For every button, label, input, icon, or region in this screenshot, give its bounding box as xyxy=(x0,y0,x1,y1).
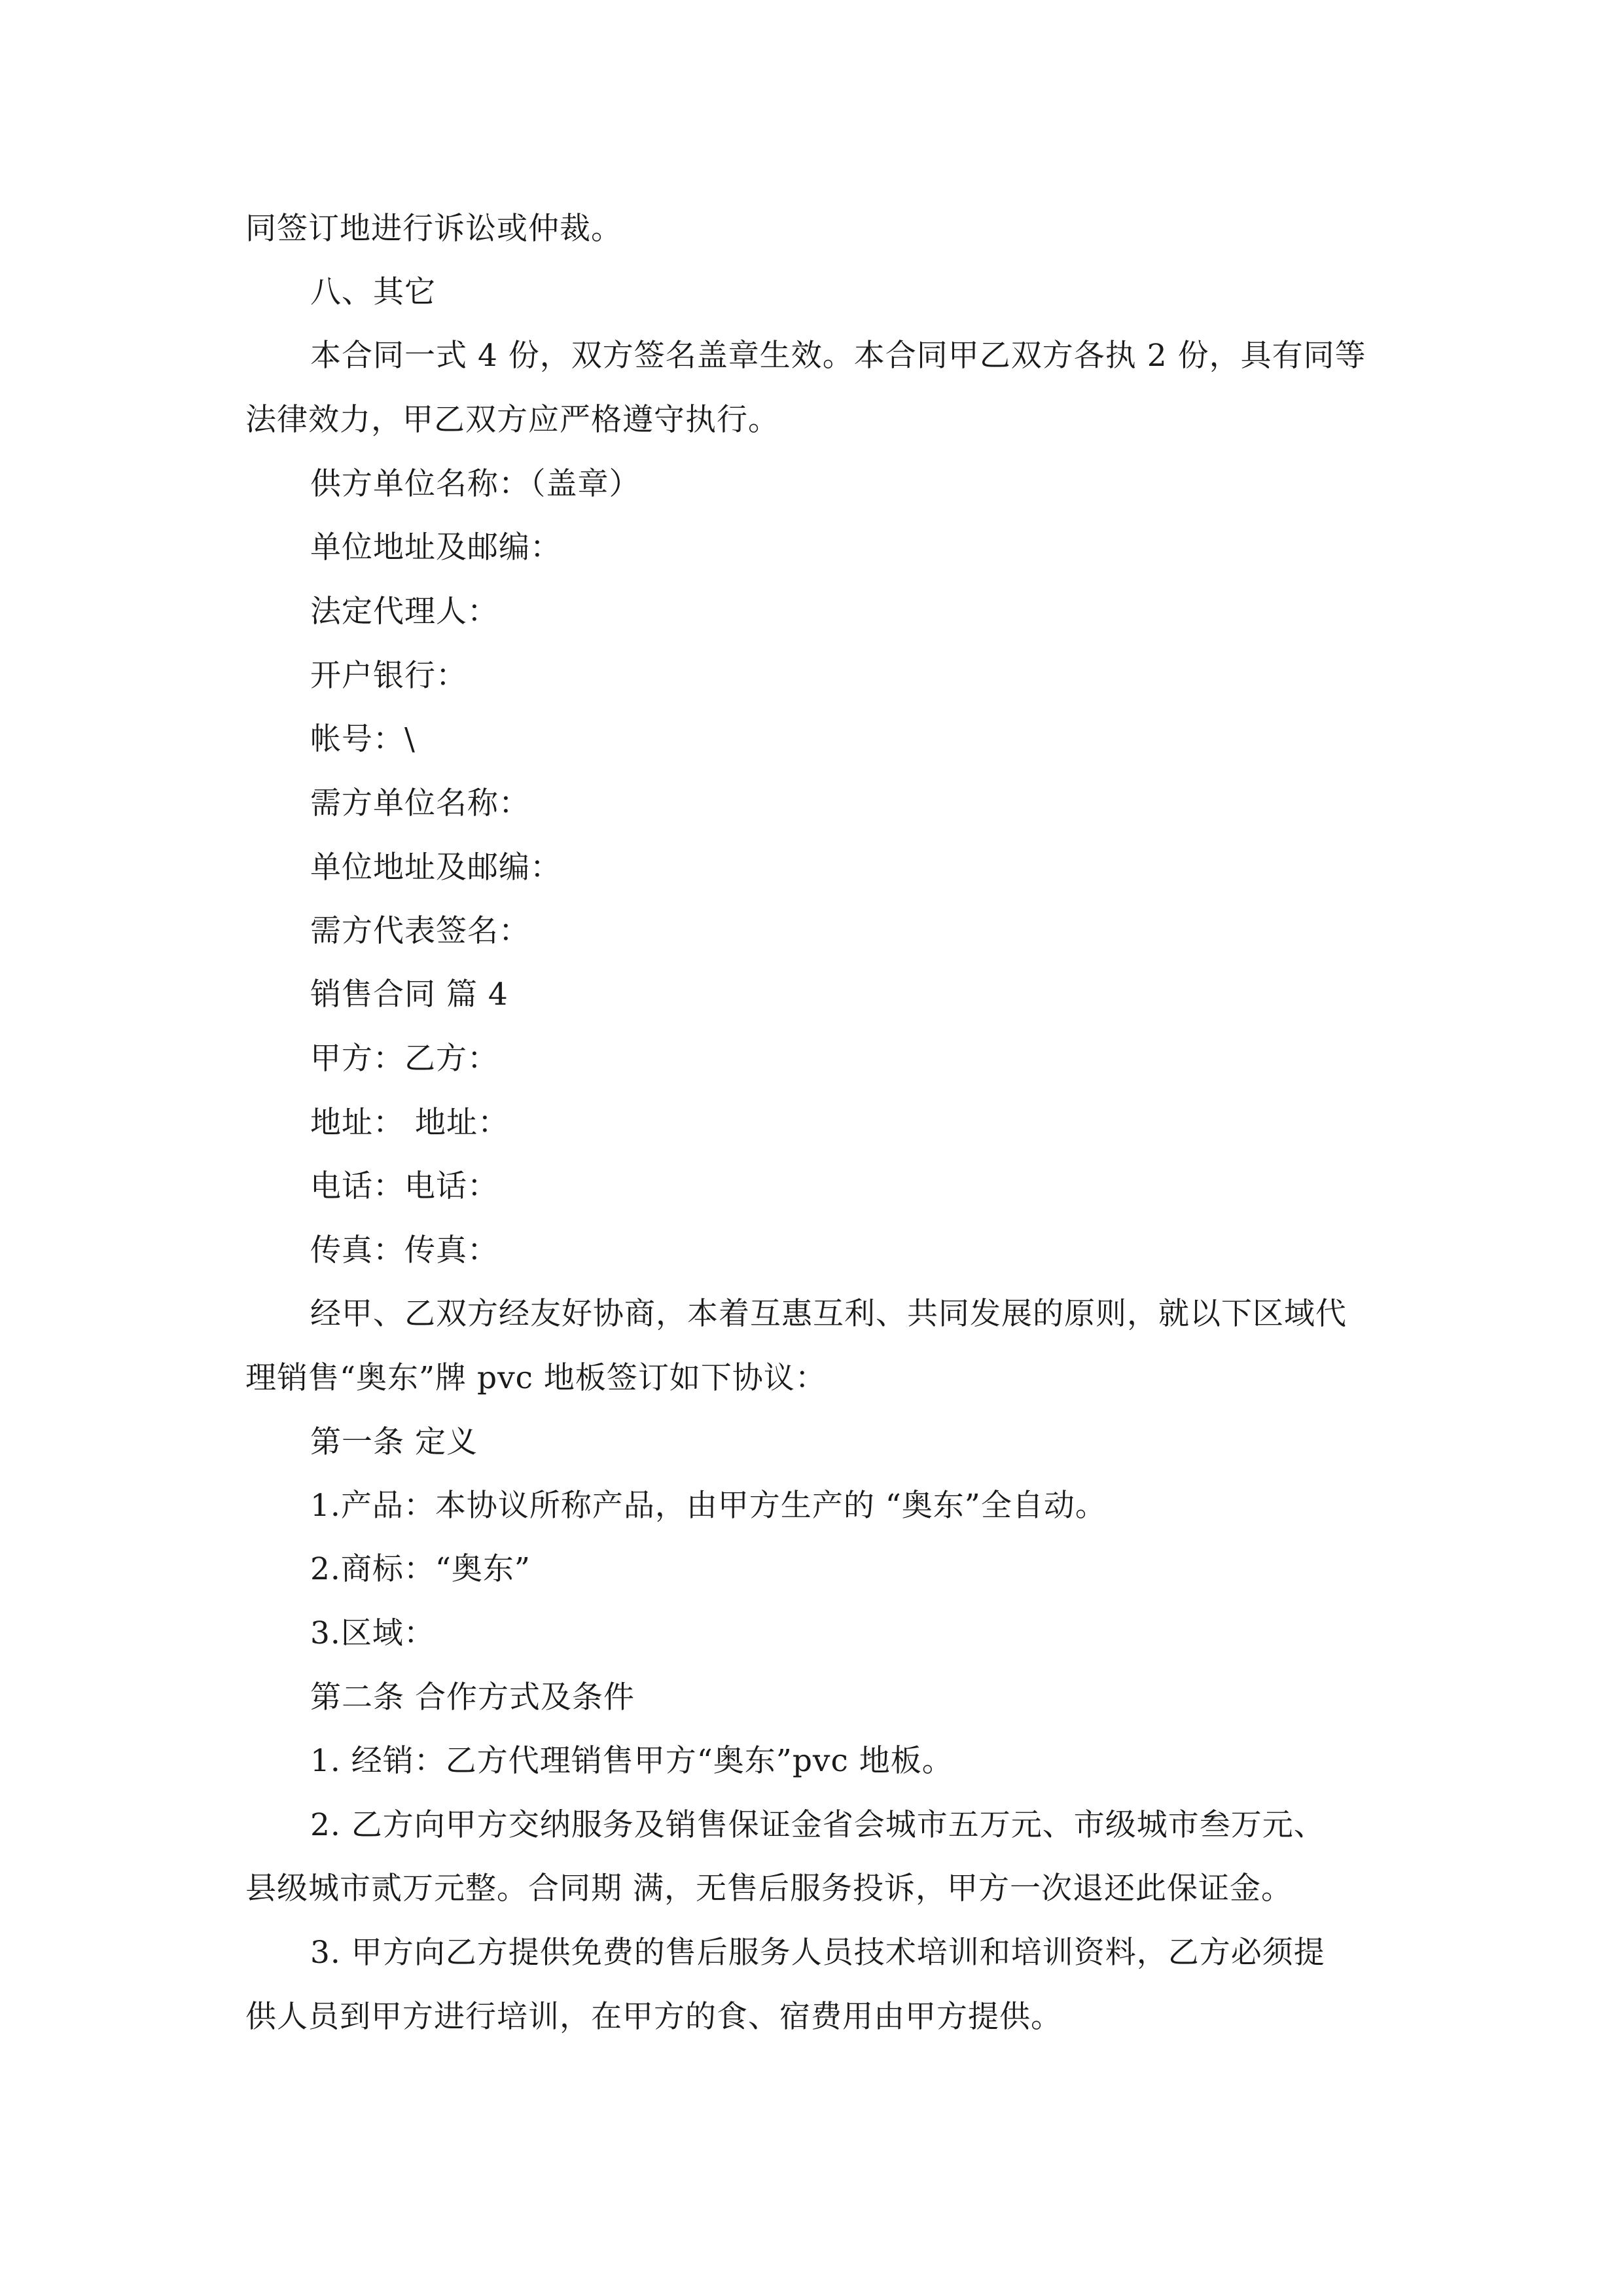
party-field: 甲方：乙方： xyxy=(310,1041,499,1077)
text-line: 法律效力，甲乙双方应严格遵守执行。 xyxy=(245,402,779,438)
list-item: 3.区域： xyxy=(310,1615,435,1651)
buyer-signature-field: 需方代表签名： xyxy=(310,913,530,949)
account-field: 帐号：\ xyxy=(310,721,416,757)
text-line: 经甲、乙双方经友好协商，本着互惠互利、共同发展的原则，就以下区域代 xyxy=(310,1296,1347,1332)
text-line: 本合同一式 4 份，双方签名盖章生效。本合同甲乙双方各执 2 份，具有同等 xyxy=(310,338,1366,374)
buyer-address-field: 单位地址及邮编： xyxy=(310,850,562,886)
list-item: 1.产品：本协议所称产品，由甲方生产的 “奥东”全自动。 xyxy=(310,1488,1107,1524)
bank-field: 开户银行： xyxy=(310,658,467,694)
buyer-name-field: 需方单位名称： xyxy=(310,785,530,821)
text-line: 县级城市贰万元整。合同期 满，无售后服务投诉，甲方一次退还此保证金。 xyxy=(245,1871,1293,1907)
phone-field: 电话：电话： xyxy=(310,1168,499,1204)
text-line: 理销售“奥东”牌 pvc 地板签订如下协议： xyxy=(245,1360,827,1396)
list-item: 2. 乙方向甲方交纳服务及销售保证金省会城市五万元、市级城市叁万元、 xyxy=(310,1807,1325,1843)
list-item: 1. 经销：乙方代理销售甲方“奥东”pvc 地板。 xyxy=(310,1743,954,1779)
text-line: 同签订地进行诉讼或仲裁。 xyxy=(245,211,622,247)
address-field: 地址： 地址： xyxy=(310,1105,509,1141)
text-line: 供人员到甲方进行培训，在甲方的食、宿费用由甲方提供。 xyxy=(245,1999,1062,2035)
article-heading: 第一条 定义 xyxy=(310,1424,478,1460)
list-item: 2.商标：“奥东” xyxy=(310,1551,531,1587)
article-heading: 第二条 合作方式及条件 xyxy=(310,1679,635,1715)
contract-title: 销售合同 篇 4 xyxy=(310,977,508,1013)
section-heading: 八、其它 xyxy=(310,274,436,310)
supplier-address-field: 单位地址及邮编： xyxy=(310,529,562,565)
legal-agent-field: 法定代理人： xyxy=(310,594,499,630)
fax-field: 传真：传真： xyxy=(310,1232,499,1268)
list-item: 3. 甲方向乙方提供免费的售后服务人员技术培训和培训资料，乙方必须提 xyxy=(310,1935,1325,1971)
supplier-name-field: 供方单位名称：（盖章） xyxy=(310,466,641,502)
